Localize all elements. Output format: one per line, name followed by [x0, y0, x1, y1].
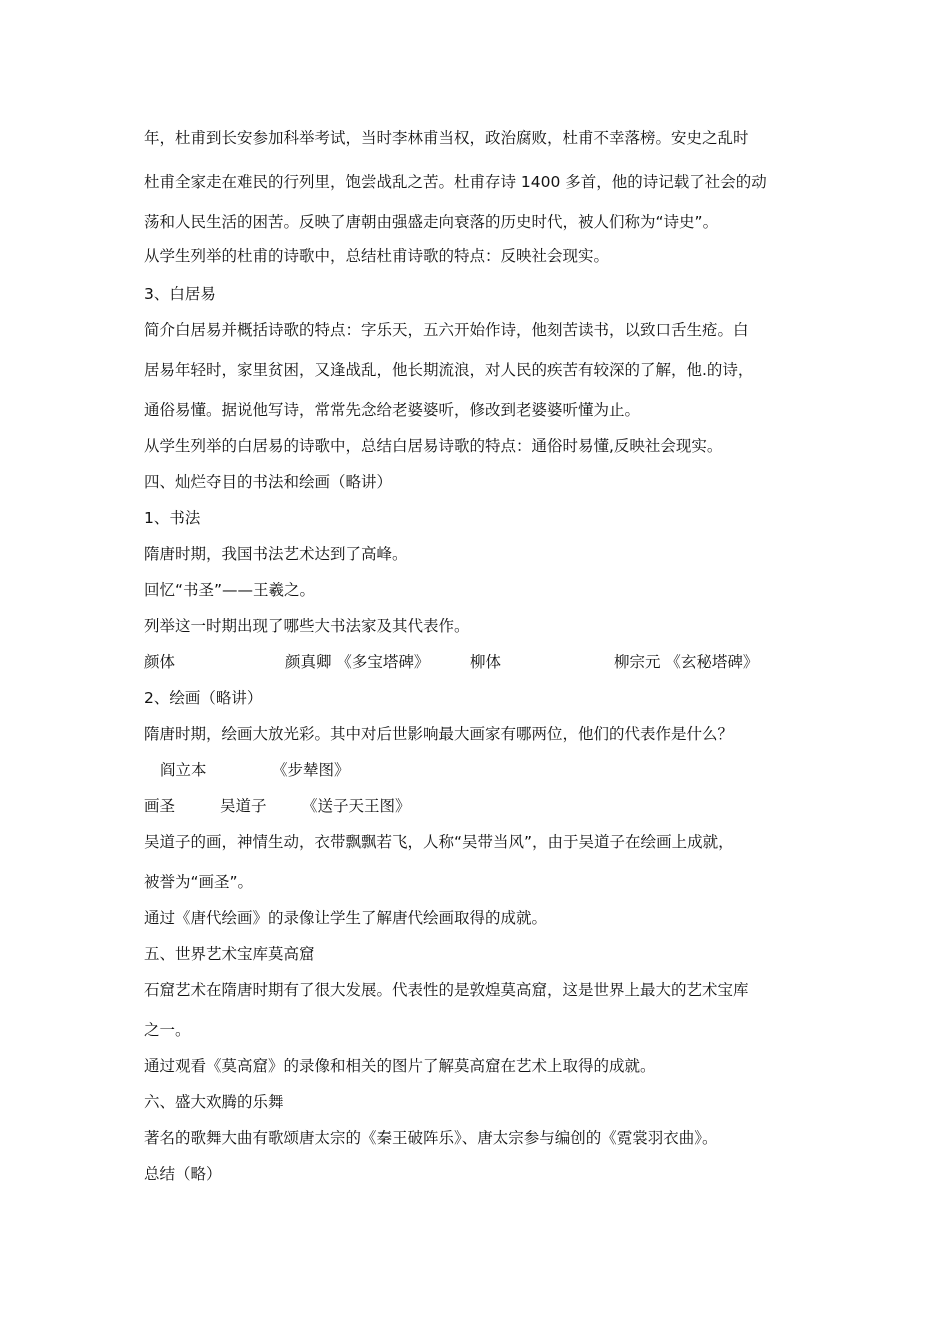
calligraphy-artist-work: 柳宗元 《玄秘塔碑》	[614, 653, 759, 671]
section-heading: 六、盛大欢腾的乐舞	[144, 1093, 284, 1111]
paragraph-line: 年，杜甫到长安参加科举考试，当时李林甫当权，政治腐败，杜甫不幸落榜。安史之乱时	[144, 129, 749, 147]
section-heading: 1、书法	[144, 509, 201, 527]
paragraph-line: 列举这一时期出现了哪些大书法家及其代表作。	[144, 617, 470, 635]
paragraph-line: 通过《唐代绘画》的录像让学生了解唐代绘画取得的成就。	[144, 909, 548, 927]
paragraph-line: 隋唐时期，我国书法艺术达到了高峰。	[144, 545, 408, 563]
calligraphy-row	[144, 652, 804, 672]
paragraph-line: 石窟艺术在隋唐时期有了很大发展。代表性的是敦煌莫高窟，这是世界上最大的艺术宝库	[144, 981, 749, 999]
paragraph-line: 荡和人民生活的困苦。反映了唐朝由强盛走向衰落的历史时代，被人们称为“诗史”。	[144, 213, 719, 231]
section-heading: 3、白居易	[144, 285, 216, 303]
paragraph-line: 通过观看《莫高窟》的录像和相关的图片了解莫高窟在艺术上取得的成就。	[144, 1057, 656, 1075]
paragraph-line: 总结（略）	[144, 1165, 222, 1183]
paragraph-line: 著名的歌舞大曲有歌颂唐太宗的《秦王破阵乐》、唐太宗参与编创的《霓裳羽衣曲》。	[144, 1129, 718, 1147]
paragraph-line: 从学生列举的杜甫的诗歌中，总结杜甫诗歌的特点：反映社会现实。	[144, 247, 610, 265]
paragraph-line: 吴道子的画，神情生动，衣带飘飘若飞，人称“吴带当风”，由于吴道子在绘画上成就，	[144, 833, 734, 851]
calligraphy-artist-work: 颜真卿 《多宝塔碑》	[285, 653, 430, 671]
painter-name: 吴道子	[220, 797, 267, 815]
painter-title: 画圣	[144, 797, 176, 815]
painter-row	[144, 796, 544, 816]
paragraph-line: 回忆“书圣”——王羲之。	[144, 581, 316, 599]
paragraph-line: 简介白居易并概括诗歌的特点：字乐天，五六开始作诗，他刻苦读书，以致口舌生疮。白	[144, 321, 749, 339]
painting-title: 《步辇图》	[272, 761, 350, 779]
paragraph-line: 从学生列举的白居易的诗歌中，总结白居易诗歌的特点：通俗时易懂,反映社会现实。	[144, 437, 723, 455]
painter-row	[144, 760, 544, 780]
calligraphy-style: 柳体	[470, 653, 502, 671]
paragraph-line: 通俗易懂。据说他写诗，常常先念给老婆婆听，修改到老婆婆听懂为止。	[144, 401, 641, 419]
section-heading: 2、绘画（略讲）	[144, 689, 263, 707]
section-heading: 五、世界艺术宝库莫高窟	[144, 945, 315, 963]
paragraph-line: 隋唐时期，绘画大放光彩。其中对后世影响最大画家有哪两位，他们的代表作是什么？	[144, 725, 734, 743]
calligraphy-style: 颜体	[144, 653, 176, 671]
paragraph-line: 之一。	[144, 1021, 191, 1039]
paragraph-line: 被誉为“画圣”。	[144, 873, 254, 891]
painting-title: 《送子天王图》	[302, 797, 411, 815]
section-heading: 四、灿烂夺目的书法和绘画（略讲）	[144, 473, 393, 491]
paragraph-line: 居易年轻时，家里贫困，又逢战乱，他长期流浪，对人民的疾苦有较深的了解，他.的诗，	[144, 361, 754, 379]
paragraph-line: 杜甫全家走在难民的行列里，饱尝战乱之苦。杜甫存诗 1400 多首，他的诗记载了社会的动	[144, 173, 767, 191]
painter-name: 阎立本	[160, 761, 207, 779]
